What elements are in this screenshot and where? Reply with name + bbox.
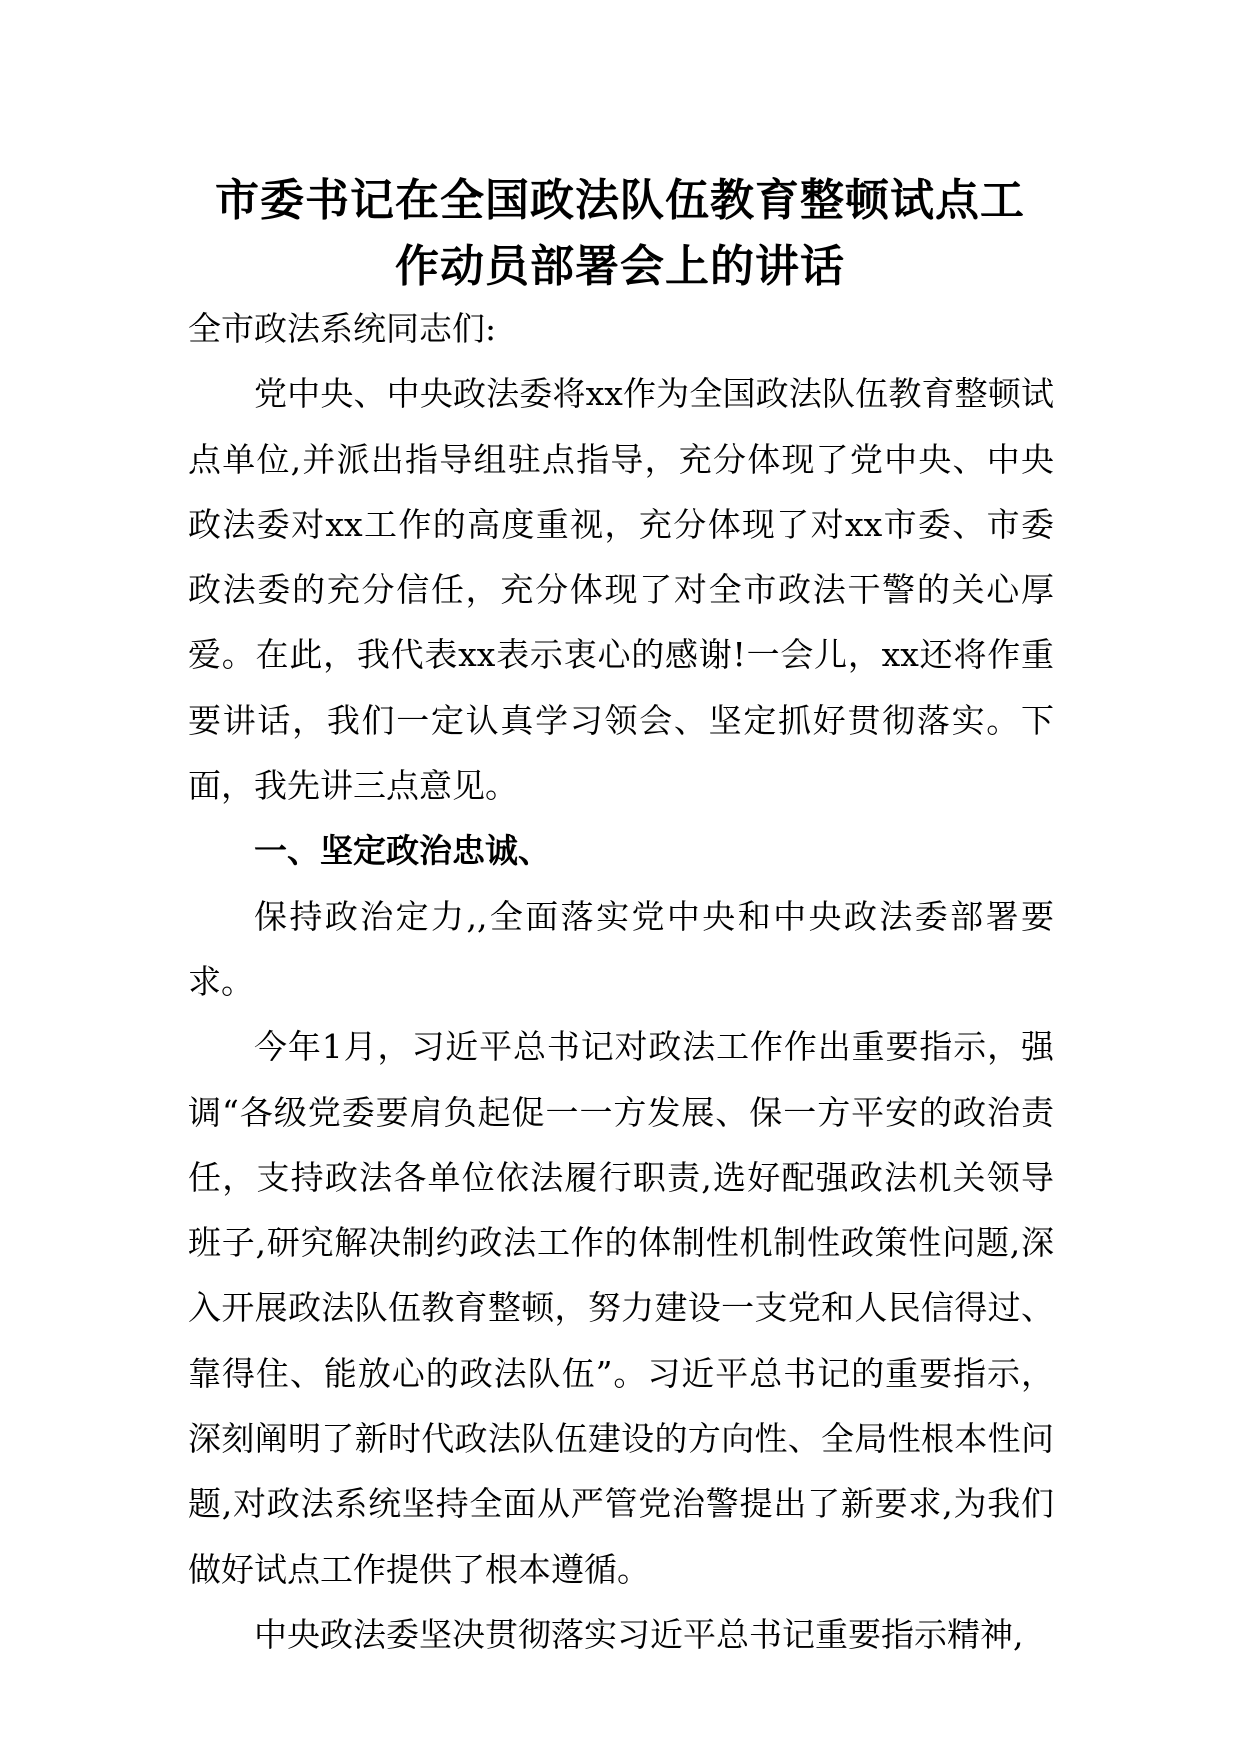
paragraph-central-committee: 中央政法委坚决贯彻落实习近平总书记重要指示精神,: [254, 1614, 1024, 1654]
title-line-1: 市委书记在全国政法队伍教育整顿试点工: [215, 175, 1025, 226]
paragraph-instructions: 今年1月，习近平总书记对政法工作作出重要指示，强调“各级党委要肩负起促一一方发展、保一方平安的政治责任，支持政法各单位依法履行职责,选好配强政法机关领导班子,研究解决制约政法工作的体制性机制性政策性问题,深入开展政法队伍教育整顿，努力建设一支党和人民信得过、靠得住、能放心的政法队伍”。习近平总书记的重要指示，深刻阐明了新时代政法队伍建设的方向性、全局性根本性问题,对政法系统坚持全面从严管党治警提出了新要求,为我们做好试点工作提供了根本遵循。: [188, 1027, 1054, 1589]
section-heading-1: 一、坚定政治忠诚、: [254, 831, 551, 871]
salutation: 全市政法系统同志们:: [188, 309, 497, 348]
title-line-2: 作动员部署会上的讲话: [395, 241, 845, 292]
paragraph-intro: 党中央、中央政法委将xx作为全国政法队伍教育整顿试点单位,并派出指导组驻点指导，充分体现了党中央、中央政法委对xx工作的高度重视，充分体现了对xx市委、市委政法委的充分信任，充分体现了对全市政法干警的关心厚爱。在此，我代表xx表示衷心的感谢!一会儿，xx还将作重要讲话，我们一定认真学习领会、坚定抓好贯彻落实。下面，我先讲三点意见。: [188, 374, 1054, 806]
document-body: [188, 296, 1054, 1667]
paragraph-political-stability: 保持政治定力,,全面落实党中央和中央政法委部署要求。: [188, 896, 1054, 1001]
document-title: [180, 168, 1060, 300]
